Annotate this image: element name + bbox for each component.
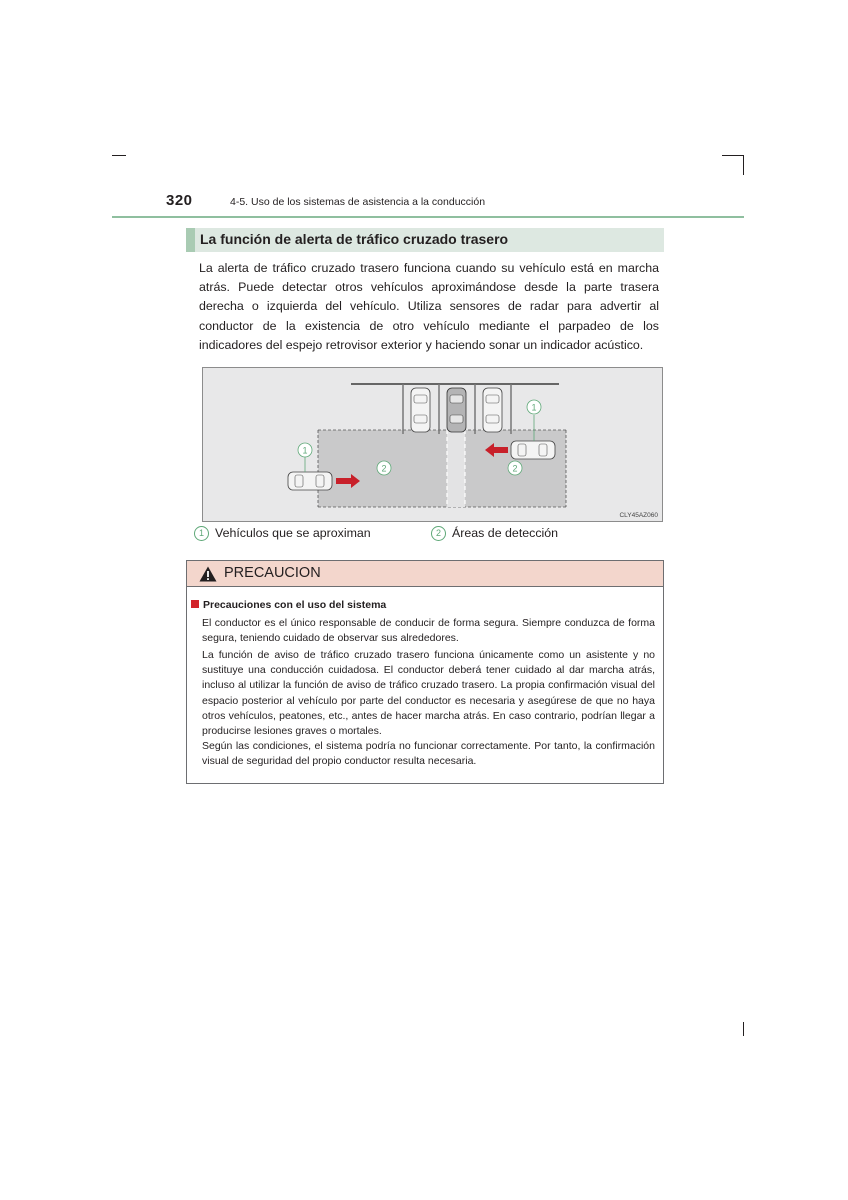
callout-1-left (298, 443, 312, 457)
crop-mark-top-left (112, 155, 126, 156)
header-rule (112, 216, 744, 218)
parked-car (411, 388, 430, 432)
legend-item-vehicles (194, 526, 371, 541)
svg-text:1: 1 (531, 402, 537, 413)
caution-paragraph: El conductor es el único responsable de conducir de forma segura. Siempre conduzca de forma segura, teniendo cuidado de observar sus alrededores. (202, 617, 655, 645)
svg-text:1: 1 (302, 445, 308, 456)
chapter-title: 4-5. Uso de los sistemas de asistencia a la conducción (230, 196, 486, 208)
svg-text:2: 2 (381, 463, 387, 474)
approaching-vehicle-right (511, 441, 555, 459)
caution-paragraph: La función de aviso de tráfico cruzado trasero funciona únicamente como un asistente y no sustituye una conducción cuidadosa. El conductor deberá tener cuidado al dar marcha atrás, incluso al utilizar la función de aviso de tráfico cruzado trasero. La propia confirmación visual del espacio posterior al vehículo por parte del conductor es necesaria y asegúrese de que no haya otros vehículos, peatones, etc., antes de hacer marcha atrás. En caso contrario, podrían llegar a producirse lesiones graves o mortales. (202, 649, 655, 738)
callout-1-right (527, 400, 541, 414)
legend-number: 2 (431, 526, 446, 541)
legend-label: Vehículos que se aproximan (215, 526, 371, 540)
legend-number: 1 (194, 526, 209, 541)
parked-car (483, 388, 502, 432)
caution-header (187, 561, 663, 587)
figure-code: CLY45AZ060 (619, 512, 658, 519)
legend-label: Áreas de detección (452, 526, 559, 540)
caution-title: PRECAUCION (224, 565, 321, 581)
reverse-lane (447, 430, 465, 507)
caution-box (186, 560, 664, 784)
approaching-vehicle-left (288, 472, 332, 490)
parking-diagram-svg (203, 368, 664, 523)
legend-item-areas (431, 526, 558, 541)
caution-subtitle (191, 599, 386, 611)
section-heading-text: La función de alerta de tráfico cruzado trasero (200, 231, 509, 247)
caution-paragraph: Según las condiciones, el sistema podría no funcionar correctamente. Por tanto, la confirmación visual de seguridad del propio conductor resulta necesaria. (202, 740, 655, 768)
caution-subtitle-text: Precauciones con el uso del sistema (203, 599, 387, 611)
page-number: 320 (166, 192, 193, 209)
parking-diagram (202, 367, 663, 522)
svg-text:2: 2 (512, 463, 518, 474)
crop-mark-top-right-v (743, 155, 744, 175)
crop-mark-bottom-right (743, 1022, 744, 1036)
reversing-vehicle (447, 388, 466, 432)
callout-2-left (377, 461, 391, 475)
red-square-bullet-icon (191, 600, 199, 608)
warning-triangle-icon (199, 566, 217, 582)
crop-mark-top-right-h (722, 155, 744, 156)
section-heading (186, 228, 664, 252)
callout-2-right (508, 461, 522, 475)
section-body: La alerta de tráfico cruzado trasero funciona cuando su vehículo está en marcha atrás. Puede detectar otros vehículos aproximándose desde la parte trasera derecha o izquierda del vehículo. Utiliza sensores de radar para advertir al conductor de la existencia de otro vehículo mediante el parpadeo de los indicadores del espejo retrovisor exterior y haciendo sonar un indicador acústico. (199, 261, 659, 352)
